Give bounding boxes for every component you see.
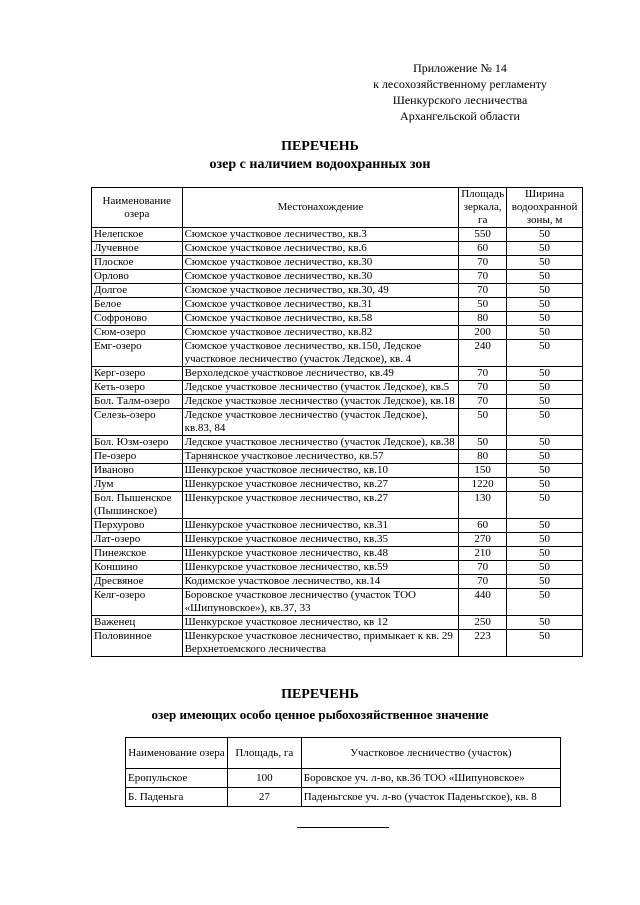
cell-area: 50 (459, 409, 507, 436)
footer-divider (297, 827, 389, 828)
cell-location: Шенкурское участковое лесничество, кв.27 (182, 478, 459, 492)
cell-location: Сюмское участковое лесничество, кв.82 (182, 326, 459, 340)
cell-name: Лат-озеро (92, 533, 183, 547)
table-row (92, 533, 583, 547)
header-width: Ширина водоохранной зоны, м (507, 188, 583, 228)
cell-area: 50 (459, 436, 507, 450)
cell-name: Перхурово (92, 519, 183, 533)
cell-name: Бол. Талм-озеро (92, 395, 183, 409)
table-row (92, 367, 583, 381)
cell-name: Софроново (92, 312, 183, 326)
header-name: Наименование озера (126, 738, 228, 769)
cell-width: 50 (507, 575, 583, 589)
cell-area: 70 (459, 284, 507, 298)
cell-name: Бол. Пышенское (Пышинское) (92, 492, 183, 519)
cell-location: Сюмское участковое лесничество, кв.30 (182, 256, 459, 270)
cell-width: 50 (507, 256, 583, 270)
cell-area: 60 (459, 242, 507, 256)
table-row (92, 395, 583, 409)
table-row (92, 256, 583, 270)
table-row (92, 326, 583, 340)
cell-area: 70 (459, 575, 507, 589)
cell-name: Половинное (92, 630, 183, 657)
cell-width: 50 (507, 270, 583, 284)
cell-width: 50 (507, 228, 583, 242)
cell-name: Еропульское (126, 769, 228, 788)
cell-location: Сюмское участковое лесничество, кв.31 (182, 298, 459, 312)
cell-location: Сюмское участковое лесничество, кв.150, Ледское участковое лесничество (участок Ледское), кв. 4 (182, 340, 459, 367)
cell-area: 70 (459, 381, 507, 395)
cell-width: 50 (507, 533, 583, 547)
table-row (92, 340, 583, 367)
appendix-block (340, 60, 580, 124)
cell-name: Орлово (92, 270, 183, 284)
cell-width: 50 (507, 478, 583, 492)
table-header-row (92, 188, 583, 228)
table-row (92, 589, 583, 616)
cell-area: 60 (459, 519, 507, 533)
cell-area: 150 (459, 464, 507, 478)
table-row (92, 242, 583, 256)
cell-name: Лум (92, 478, 183, 492)
cell-width: 50 (507, 436, 583, 450)
cell-name: Нелепское (92, 228, 183, 242)
cell-district: Боровское уч. л-во, кв.36 ТОО «Шипуновское» (301, 769, 560, 788)
cell-name: Келг-озеро (92, 589, 183, 616)
cell-width: 50 (507, 561, 583, 575)
cell-name: Плоское (92, 256, 183, 270)
table-row (92, 284, 583, 298)
table-row (92, 616, 583, 630)
cell-width: 50 (507, 298, 583, 312)
cell-width: 50 (507, 312, 583, 326)
table-row (92, 381, 583, 395)
cell-location: Ледское участковое лесничество (участок Ледское), кв.5 (182, 381, 459, 395)
table-row (92, 492, 583, 519)
cell-location: Сюмское участковое лесничество, кв.58 (182, 312, 459, 326)
cell-location: Кодимское участковое лесничество, кв.14 (182, 575, 459, 589)
cell-width: 50 (507, 326, 583, 340)
cell-area: 550 (459, 228, 507, 242)
cell-width: 50 (507, 547, 583, 561)
cell-location: Шенкурское участковое лесничество, кв.10 (182, 464, 459, 478)
cell-location: Ледское участковое лесничество (участок Ледское), кв.38 (182, 436, 459, 450)
header-name: Наименование озера (92, 188, 183, 228)
cell-area: 80 (459, 450, 507, 464)
table-body (92, 228, 583, 657)
list2-subtitle: озер имеющих особо ценное рыбохозяйственное значение (151, 707, 489, 722)
table-row (92, 298, 583, 312)
cell-name: Коншино (92, 561, 183, 575)
cell-area: 130 (459, 492, 507, 519)
cell-width: 50 (507, 589, 583, 616)
cell-area: 250 (459, 616, 507, 630)
cell-name: Селезь-озеро (92, 409, 183, 436)
lakes-fishery-table (125, 737, 561, 807)
list2-title: ПЕРЕЧЕНЬ (281, 687, 359, 702)
cell-name: Бол. Юзм-озеро (92, 436, 183, 450)
cell-width: 50 (507, 340, 583, 367)
header-location: Местонахождение (182, 188, 459, 228)
table-row (92, 228, 583, 242)
cell-name: Пинежское (92, 547, 183, 561)
cell-area: 223 (459, 630, 507, 657)
cell-area: 100 (227, 769, 301, 788)
cell-area: 80 (459, 312, 507, 326)
cell-location: Боровское участковое лесничество (участок ТОО «Шипуновское»), кв.37, 33 (182, 589, 459, 616)
cell-name: Кеть-озеро (92, 381, 183, 395)
cell-area: 70 (459, 561, 507, 575)
cell-name: Белое (92, 298, 183, 312)
table-body (126, 769, 561, 807)
appendix-line-2: к лесохозяйственному регламенту (373, 77, 547, 91)
cell-name: Сюм-озеро (92, 326, 183, 340)
cell-width: 50 (507, 450, 583, 464)
appendix-line-4: Архангельской области (400, 109, 520, 123)
lakes-water-protection-table (91, 187, 583, 657)
cell-area: 50 (459, 298, 507, 312)
cell-width: 50 (507, 242, 583, 256)
cell-area: 200 (459, 326, 507, 340)
cell-width: 50 (507, 381, 583, 395)
list1-title: ПЕРЕЧЕНЬ (281, 139, 359, 154)
cell-area: 1220 (459, 478, 507, 492)
cell-name: Пе-озеро (92, 450, 183, 464)
cell-location: Шенкурское участковое лесничество, кв 12 (182, 616, 459, 630)
cell-location: Ледское участковое лесничество (участок Ледское), кв.18 (182, 395, 459, 409)
cell-area: 210 (459, 547, 507, 561)
cell-width: 50 (507, 616, 583, 630)
cell-width: 50 (507, 630, 583, 657)
cell-area: 70 (459, 256, 507, 270)
cell-location: Шенкурское участковое лесничество, кв.48 (182, 547, 459, 561)
table-header-row (126, 738, 561, 769)
cell-location: Сюмское участковое лесничество, кв.30 (182, 270, 459, 284)
cell-width: 50 (507, 519, 583, 533)
cell-name: Дресвяное (92, 575, 183, 589)
table-row (92, 547, 583, 561)
cell-width: 50 (507, 492, 583, 519)
cell-name: Б. Паденьга (126, 788, 228, 807)
cell-width: 50 (507, 409, 583, 436)
table-row (92, 464, 583, 478)
cell-name: Долгое (92, 284, 183, 298)
table-row (126, 769, 561, 788)
table-row (92, 630, 583, 657)
cell-area: 270 (459, 533, 507, 547)
cell-area: 70 (459, 270, 507, 284)
cell-location: Ледское участковое лесничество (участок Ледское), кв.83, 84 (182, 409, 459, 436)
cell-location: Сюмское участковое лесничество, кв.3 (182, 228, 459, 242)
cell-name: Лучевное (92, 242, 183, 256)
cell-area: 70 (459, 367, 507, 381)
table-row (92, 561, 583, 575)
cell-district: Паденьгское уч. л-во (участок Паденьгское), кв. 8 (301, 788, 560, 807)
appendix-line-3: Шенкурского лесничества (392, 93, 528, 107)
cell-width: 50 (507, 464, 583, 478)
table-row (92, 436, 583, 450)
cell-location: Верхоледское участковое лесничество, кв.49 (182, 367, 459, 381)
cell-location: Шенкурское участковое лесничество, кв.31 (182, 519, 459, 533)
table-row (126, 788, 561, 807)
cell-width: 50 (507, 395, 583, 409)
cell-width: 50 (507, 284, 583, 298)
cell-location: Шенкурское участковое лесничество, кв.35 (182, 533, 459, 547)
table-row (92, 450, 583, 464)
header-area: Площадь, га (227, 738, 301, 769)
cell-location: Сюмское участковое лесничество, кв.6 (182, 242, 459, 256)
table-row (92, 312, 583, 326)
cell-width: 50 (507, 367, 583, 381)
table-row (92, 270, 583, 284)
table-row (92, 478, 583, 492)
table-row (92, 409, 583, 436)
cell-area: 240 (459, 340, 507, 367)
cell-location: Сюмское участковое лесничество, кв.30, 49 (182, 284, 459, 298)
cell-name: Иваново (92, 464, 183, 478)
cell-area: 440 (459, 589, 507, 616)
header-area: Площадь зеркала, га (459, 188, 507, 228)
cell-name: Емг-озеро (92, 340, 183, 367)
header-district: Участковое лесничество (участок) (301, 738, 560, 769)
cell-area: 27 (227, 788, 301, 807)
cell-name: Важенец (92, 616, 183, 630)
list1-subtitle: озер с наличием водоохранных зон (209, 157, 431, 172)
cell-location: Тарнянское участковое лесничество, кв.57 (182, 450, 459, 464)
cell-area: 70 (459, 395, 507, 409)
table-row (92, 519, 583, 533)
appendix-line-1: Приложение № 14 (413, 61, 507, 75)
cell-location: Шенкурское участковое лесничество, кв.59 (182, 561, 459, 575)
table-row (92, 575, 583, 589)
cell-name: Керг-озеро (92, 367, 183, 381)
cell-location: Шенкурское участковое лесничество, примыкает к кв. 29 Верхнетоемского лесничества (182, 630, 459, 657)
cell-location: Шенкурское участковое лесничество, кв.27 (182, 492, 459, 519)
